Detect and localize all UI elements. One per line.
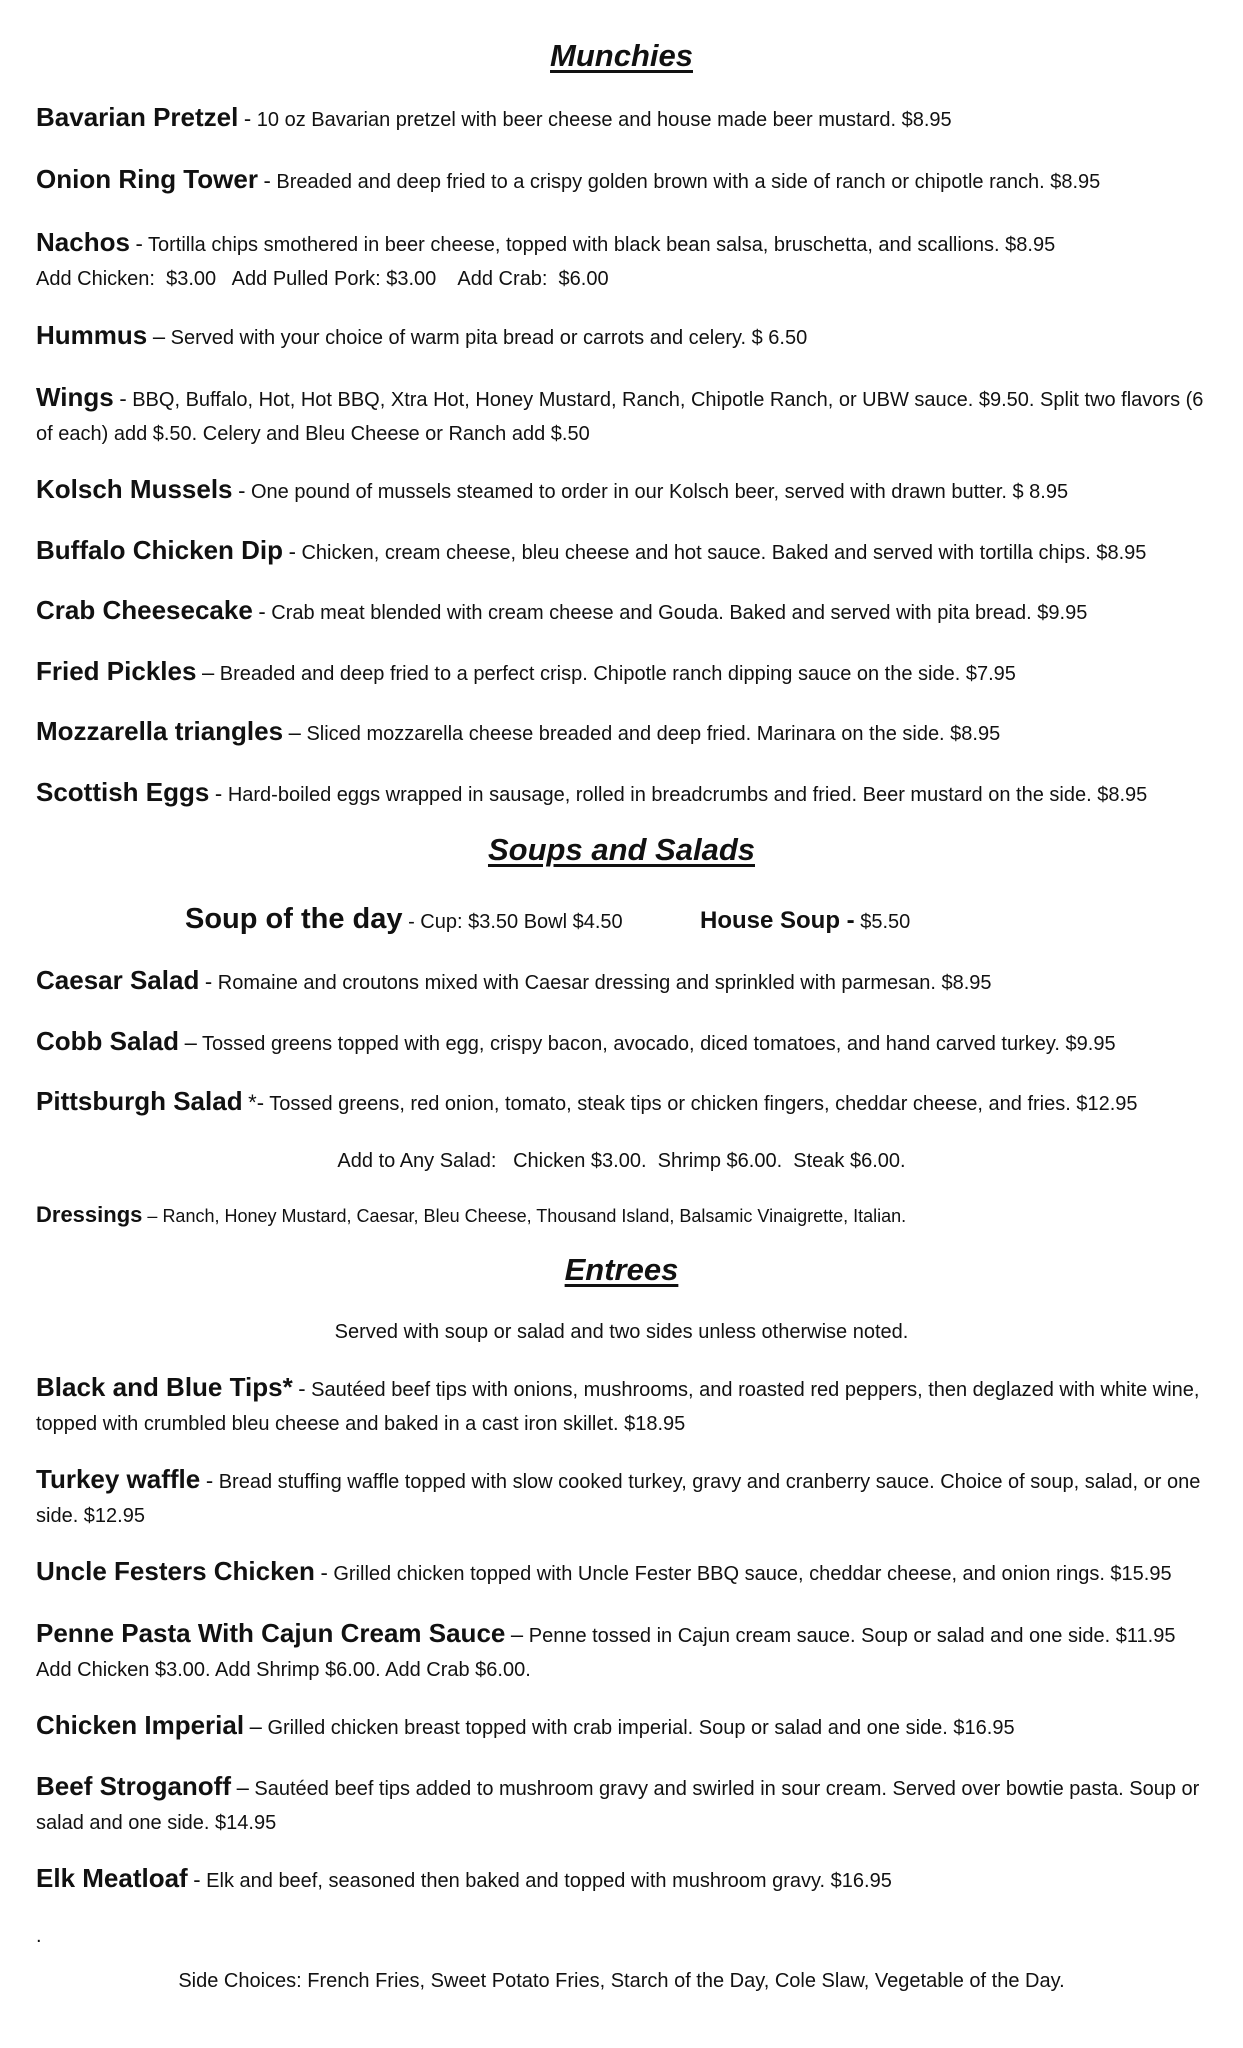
item-name: Penne Pasta With Cajun Cream Sauce — [36, 1618, 506, 1648]
item-separator: - — [258, 599, 266, 624]
item-description: Breaded and deep fried to a perfect crisp. Chipotle ranch dipping sauce on the side. $7.95 — [219, 663, 1016, 685]
item-addons: Add Chicken $3.00. Add Shrimp $6.00. Add Crab $6.00. — [36, 1659, 531, 1681]
item-description: Sautéed beef tips added to mushroom gravy and swirled in sour cream. Served over bowtie pasta. Soup or salad and one side. $14.95 — [36, 1778, 1200, 1834]
menu-item-caesar-salad — [36, 963, 1214, 1000]
item-separator: – — [249, 1714, 262, 1739]
item-description: Sliced mozzarella cheese breaded and deep fried. Marinara on the side. $8.95 — [306, 723, 1001, 745]
menu-item-chicken-imperial — [36, 1708, 1214, 1745]
item-name: Beef Stroganoff — [36, 1771, 231, 1801]
item-name: Turkey waffle — [36, 1464, 201, 1494]
item-separator: - — [193, 1867, 201, 1892]
item-price: $5.50 — [860, 911, 911, 933]
menu-item-black-and-blue-tips — [36, 1370, 1214, 1441]
item-name: Kolsch Mussels — [36, 474, 233, 504]
item-name: Cobb Salad — [36, 1026, 180, 1056]
item-description: Romaine and croutons mixed with Caesar dressing and sprinkled with parmesan. $8.95 — [217, 972, 992, 994]
menu-item-nachos — [36, 225, 1214, 296]
item-name: Wings — [36, 382, 114, 412]
item-description: Elk and beef, seasoned then baked and topped with mushroom gravy. $16.95 — [206, 1870, 892, 1892]
item-name: Onion Ring Tower — [36, 164, 258, 194]
item-name: Chicken Imperial — [36, 1710, 245, 1740]
menu-item-penne-pasta — [36, 1616, 1214, 1687]
item-description: Tossed greens, red onion, tomato, steak tips or chicken fingers, cheddar cheese, and fries. $12.95 — [269, 1093, 1138, 1115]
menu-item-cobb-salad — [36, 1024, 1214, 1061]
house-soup — [700, 907, 910, 935]
item-separator: – — [288, 720, 301, 745]
menu-item-wings — [36, 380, 1214, 451]
item-description: Tortilla chips smothered in beer cheese, topped with black bean salsa, bruschetta, and scallions. $8.95 — [148, 234, 1056, 256]
item-separator: – — [152, 324, 166, 349]
item-separator: – — [236, 1775, 249, 1800]
item-separator: - — [204, 969, 213, 994]
menu-item-pittsburgh-salad — [36, 1084, 1214, 1121]
item-description: Crab meat blended with cream cheese and Gouda. Baked and served with pita bread. $9.95 — [271, 602, 1088, 624]
item-description: Tossed greens topped with egg, crispy bacon, avocado, diced tomatoes, and hand carved turkey. $9.95 — [202, 1033, 1116, 1055]
item-separator: – — [510, 1622, 524, 1647]
item-description: Grilled chicken topped with Uncle Fester BBQ sauce, cheddar cheese, and onion rings. $15.95 — [333, 1563, 1172, 1585]
side-choices: Side Choices: French Fries, Sweet Potato Fries, Starch of the Day, Cole Slaw, Vegetable of the Day. — [178, 1970, 1065, 1992]
menu-item-beef-stroganoff — [36, 1769, 1214, 1840]
menu-item-turkey-waffle — [36, 1462, 1214, 1533]
item-name: Black and Blue Tips* — [36, 1372, 293, 1402]
menu-item-mozzarella-triangles — [36, 714, 1214, 751]
item-name: Crab Cheesecake — [36, 595, 253, 625]
item-separator: - — [238, 478, 246, 503]
section-heading-munchies: Munchies — [550, 38, 693, 73]
item-name: Uncle Festers Chicken — [36, 1556, 315, 1586]
item-description: Hard-boiled eggs wrapped in sausage, rolled in breadcrumbs and fried. Beer mustard on the side. $8.95 — [227, 784, 1148, 806]
dressings-line — [36, 1200, 1214, 1231]
soups-row — [0, 903, 1243, 943]
item-separator: - — [263, 168, 271, 193]
item-separator: - — [135, 231, 143, 256]
item-description: Bread stuffing waffle topped with slow cooked turkey, gravy and cranberry sauce. Choice of soup, salad, or one side. $12.95 — [36, 1471, 1201, 1527]
item-name: Soup of the day — [185, 903, 403, 935]
salad-addons: Add to Any Salad: Chicken $3.00. Shrimp $6.00. Steak $6.00. — [337, 1150, 906, 1172]
menu-item-fried-pickles — [36, 654, 1214, 691]
item-name: Elk Meatloaf — [36, 1863, 188, 1893]
stray-period: . — [36, 1925, 42, 1947]
item-description: Breaded and deep fried to a crispy golden brown with a side of ranch or chipotle ranch. $8.95 — [276, 171, 1101, 193]
item-name: Buffalo Chicken Dip — [36, 535, 284, 565]
entree-note: Served with soup or salad and two sides unless otherwise noted. — [334, 1321, 909, 1343]
item-name: Caesar Salad — [36, 965, 200, 995]
item-description: Sautéed beef tips with onions, mushrooms, and roasted red peppers, then deglazed with white wine, topped with crumbled bleu cheese and baked in a cast iron skillet. $18.95 — [36, 1379, 1200, 1435]
menu-item-hummus — [36, 318, 1214, 355]
item-separator: - — [243, 106, 252, 131]
item-description: Penne tossed in Cajun cream sauce. Soup or salad and one side. $11.95 — [528, 1625, 1176, 1647]
item-description: BBQ, Buffalo, Hot, Hot BBQ, Xtra Hot, Honey Mustard, Ranch, Chipotle Ranch, or UBW sauce. $9.50. Split two flavors (6 of each) add $.50. Celery and Bleu Cheese or Ranch add $.50 — [36, 389, 1204, 445]
item-name: Scottish Eggs — [36, 777, 210, 807]
item-name: Bavarian Pretzel — [36, 102, 239, 132]
item-separator: - — [320, 1560, 328, 1585]
item-separator: – — [147, 1206, 158, 1226]
menu-item-crab-cheesecake — [36, 593, 1214, 630]
menu-item-kolsch-mussels — [36, 472, 1214, 509]
soup-of-the-day — [185, 903, 623, 936]
item-description: One pound of mussels steamed to order in our Kolsch beer, served with drawn butter. $ 8.95 — [250, 481, 1069, 503]
item-separator: - — [214, 781, 223, 806]
section-heading-soups-and-salads: Soups and Salads — [487, 832, 755, 867]
menu-item-uncle-festers-chicken — [36, 1554, 1214, 1591]
item-description: Served with your choice of warm pita bread or carrots and celery. $ 6.50 — [170, 327, 808, 349]
item-price: - Cup: $3.50 Bowl $4.50 — [408, 911, 623, 933]
item-addons: Add Chicken: $3.00 Add Pulled Pork: $3.00 Add Crab: $6.00 — [36, 268, 609, 290]
item-name: Hummus — [36, 320, 148, 350]
item-name: House Soup - — [700, 907, 855, 934]
section-heading-entrees: Entrees — [564, 1252, 679, 1287]
item-separator: - — [288, 539, 296, 564]
item-separator: – — [201, 660, 215, 685]
item-name: Mozzarella triangles — [36, 716, 284, 746]
item-name: Nachos — [36, 227, 130, 257]
menu-item-scottish-eggs — [36, 775, 1214, 812]
item-description: Chicken, cream cheese, bleu cheese and hot sauce. Baked and served with tortilla chips. $8.95 — [301, 542, 1147, 564]
item-separator: – — [184, 1030, 197, 1055]
menu-item-buffalo-chicken-dip — [36, 533, 1214, 570]
menu-item-bavarian-pretzel — [36, 100, 1214, 137]
item-name: Fried Pickles — [36, 656, 197, 686]
item-separator: - — [205, 1468, 214, 1493]
item-name: Dressings — [36, 1202, 143, 1227]
item-separator: - — [119, 386, 127, 411]
item-description: Ranch, Honey Mustard, Caesar, Bleu Cheese, Thousand Island, Balsamic Vinaigrette, Italian. — [162, 1206, 907, 1226]
menu-item-onion-ring-tower — [36, 162, 1214, 199]
item-separator: *- — [248, 1090, 265, 1115]
item-description: Grilled chicken breast topped with crab imperial. Soup or salad and one side. $16.95 — [267, 1717, 1015, 1739]
item-name: Pittsburgh Salad — [36, 1086, 243, 1116]
item-separator: - — [298, 1376, 306, 1401]
item-description: 10 oz Bavarian pretzel with beer cheese and house made beer mustard. $8.95 — [256, 109, 952, 131]
menu-item-elk-meatloaf — [36, 1861, 1214, 1898]
